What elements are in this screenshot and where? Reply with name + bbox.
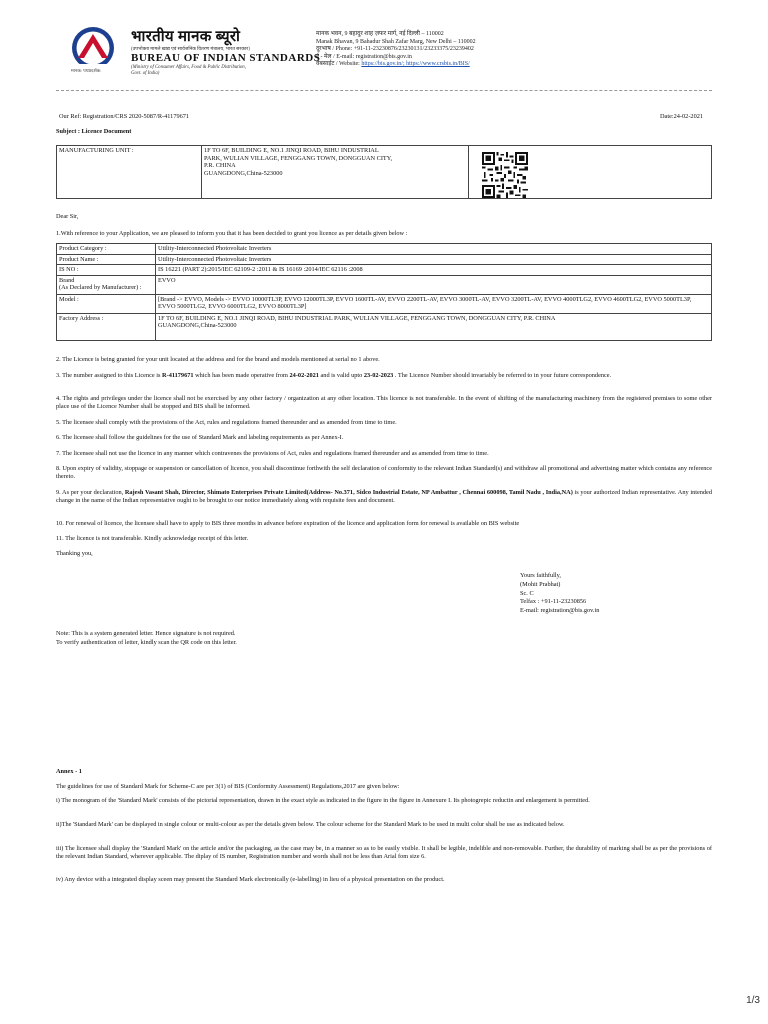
clause-8: 8. Upon expiry of validity, stoppage or suspension or cancellation of licence, you shall discontinue forthwith the self declaration of conformity to the relevant Indian Standard(s) and withdraw all promotional and advertising matter which contains any reference thereto. <box>56 465 712 480</box>
website-link[interactable]: https://bis.gov.in/; https://www.crsbis.in/BIS/ <box>361 61 470 68</box>
ministry-english-line1: (Ministry of Consumer Affairs, Food & Public Distribution, <box>131 65 246 70</box>
clause-7: 7. The licensee shall not use the licence in any manner which contravenes the provisions of Act, rules and regulations framed thereunder and as amended from time to time. <box>56 450 489 457</box>
annex-clause-iii: iii) The licensee shall display the 'Standard Mark' on the article and/or the packaging, as the case may be, in a manner so as to be easily visible. It shall be legible, indelible and non-removable. Further, the durability of marking shall be as per the provisions of the relevant Indian Standard, wherever applicable. The diplay of IS number, Registration number and words shall not be less than Arial fom size 6. <box>56 845 712 860</box>
licence-details-table <box>56 243 712 341</box>
logo-caption: मानक: पथप्रदर्शक: <box>71 68 102 73</box>
table-row: IS NO : IS 16221 (PART 2):2015/IEC 62109-2 :2011 & IS 16169 :2014/IEC 62116 :2008 <box>57 265 712 276</box>
table-row: Brand (As Declared by Manufacturer) : EVVO <box>57 275 712 294</box>
annex-intro: The guidelines for use of Standard Mark for Scheme-C are per 3(1) of BIS (Conformity Assessment) Regulations,2017 are given below: <box>56 783 400 790</box>
annex-clause-iv: iv) Any device with a integrated display sceen may present the Standard Mark electronically (e-labelling) in lieu of a physical presentation on the product. <box>56 876 445 883</box>
org-name-hindi: भारतीय मानक ब्यूरो <box>131 29 241 45</box>
salutation: Dear Sir, <box>56 213 79 220</box>
clause-3: 3. The number assigned to this Licence is R-41179671 which has been made operative from 24-02-2021 and is valid upto 23-02-2023 . The Licence Number should invariably be referred to in your future correspondence. <box>56 372 612 379</box>
indian-representative: Rajesh Vasant Shah, Director, Shimato Enterprises Private Limited(Address- No.371, Sidco Industrial Estate, NP Ambattur , Chennai 600098, Tamil Nadu , India,NA) <box>124 489 573 496</box>
page-indicator: 1/3 <box>746 995 760 1006</box>
annex-clause-ii: ii)The 'Standard Mark' can be displayed in single colour or multi-colour as per the details given below. The colour scheme for the Standard Mark to be used in multi colur shall be use as indicated below. <box>56 821 565 828</box>
table-row: Model : [Brand -> EVVO, Models -> EVVO 10000TL3P, EVVO 12000TL3P, EVVO 1600TL-AV, EVVO 2200TL-AV, EVVO 3000TL-AV, EVVO 3200TL-AV, EVVO 4000TLG2, EVVO 4600TLG2, EVVO 5000TL3P, EVVO 5000TLG2, EVVO 6000TLG2, EVVO 8000TL3P] <box>57 294 712 313</box>
annex-title: Annex - 1 <box>56 768 82 775</box>
ministry-hindi: (उपभोक्ता मामले खाद्य एवं सार्वजनिक वितरण मंत्रालय, भारत सरकार) <box>131 47 250 52</box>
clause-10: 10. For renewal of licence, the licensee shall have to apply to BIS three months in advance before expiration of the licence and application form for renewal is available on BIS website <box>56 520 520 527</box>
header-divider <box>56 90 712 91</box>
intro-paragraph: 1.With reference to your Application, we are pleased to inform you that it has been decided to grant you licence as per details given below : <box>56 230 408 237</box>
clause-5: 5. The licensee shall comply with the provisions of the Act, rules and regulations framed thereunder and as amended from time to time. <box>56 419 397 426</box>
system-note: Note: This is a system generated letter. Hence signature is not required. To verify authentication of letter, kindly scan the QR code on this letter. <box>56 630 237 646</box>
valid-from: 24-02-2021 <box>289 372 319 379</box>
phone-line: दूरभाष / Phone: +91-11-23230876/23230131/23233375/23239402 <box>316 46 474 53</box>
clause-2: 2. The Licence is being granted for your unit located at the address and for the brand and models mentioned at serial no 1 above. <box>56 356 380 363</box>
mfg-address-cell: 1F TO 6F, BUILDING E, NO.1 JINQI ROAD, BIHU INDUSTRIAL PARK, WULIAN VILLAGE, FENGGANG TOWN, DONGGUAN CITY, P.R. CHINA GUANGDONG,China-523000 <box>202 146 469 199</box>
clause-11: 11. The licence is not transferable. Kindly acknowledge receipt of this letter. <box>56 535 249 542</box>
clause-9: 9. As per your declaration, Rajesh Vasant Shah, Director, Shimato Enterprises Private Limited(Address- No.371, Sidco Industrial Estate, NP Ambattur , Chennai 600098, Tamil Nadu , India,NA) is your authorized Indian representative. Any intended change in the name of the Indian representative ought to be brought to our notice immediately along with requisite fees and document. <box>56 489 712 504</box>
ministry-english-line2: Govt. of India) <box>131 71 160 76</box>
subject: Subject : Licence Document <box>56 128 132 135</box>
email-line: ई - मेल / E-mail: registration@bis.gov.in <box>316 53 412 60</box>
org-name-english: BUREAU OF INDIAN STANDARDS <box>131 52 321 64</box>
signatory-name: (Mohit Prabhat) <box>520 580 561 588</box>
thanking: Thanking you, <box>56 550 93 557</box>
header-contact-block <box>316 31 476 69</box>
annex-clause-i: i) The monogram of the 'Standard Mark' consists of the pictorial representation, drawn in the exact style as indicated in the figure in the figure in Annexure I. Its photogrepic reductin and enlargement is permitted. <box>56 797 590 804</box>
qr-code[interactable] <box>482 152 528 198</box>
clause-4: 4. The rights and privileges under the licence shall not be exercised by any other factory / organization at any other location. This licence is not transferable. In the event of shifting of the manufacturing machinery from the registered premises to some other place use of the Licence Number shall be stopped and BIS shall be informed. <box>56 395 712 410</box>
manufacturing-unit-table <box>56 145 712 199</box>
address-hindi: मानक भवन, 9 बहादुर शाह ज़फर मार्ग, नई दिल्ली – 110002 <box>316 31 444 37</box>
address-english: Manak Bhavan, 9 Bahadur Shah Zafar Marg, New Delhi – 110002 <box>316 38 476 45</box>
mfg-label-cell: MANUFACTURING UNIT : <box>57 146 202 199</box>
clause-6: 6. The licensee shall follow the guidelines for the use of Standard Mark and labeling requirements as per Annex-I. <box>56 434 344 441</box>
our-reference: Our Ref: Registration/CRS 2020-5087/R-41179671 <box>59 113 190 120</box>
table-row: Product Category : Utility-Interconnected Photovoltaic Inverters <box>57 244 712 255</box>
table-row: Product Name : Utility-Interconnected Photovoltaic Inverters <box>57 254 712 265</box>
signature-block: Yours faithfully, (Mohit Prabhat) Sc. C Telfax : +91-11-23230856 E-mail: registration@bis.gov.in <box>520 572 600 615</box>
licence-number: R-41179671 <box>162 372 194 379</box>
letter-date: Date:24-02-2021 <box>660 113 704 120</box>
website-line: वेबसाईट / Website: https://bis.gov.in/; https://www.crsbis.in/BIS/ <box>316 61 470 68</box>
table-row: Factory Address : 1F TO 6F, BUILDING E, NO.1 JINQI ROAD, BIHU INDUSTRIAL PARK, WULIAN VILLAGE, FENGGANG TOWN, DONGGUAN CITY, P.R. CHINA GUANGDONG,China-523000 <box>57 313 712 340</box>
valid-upto: 23-02-2023 <box>363 372 394 379</box>
